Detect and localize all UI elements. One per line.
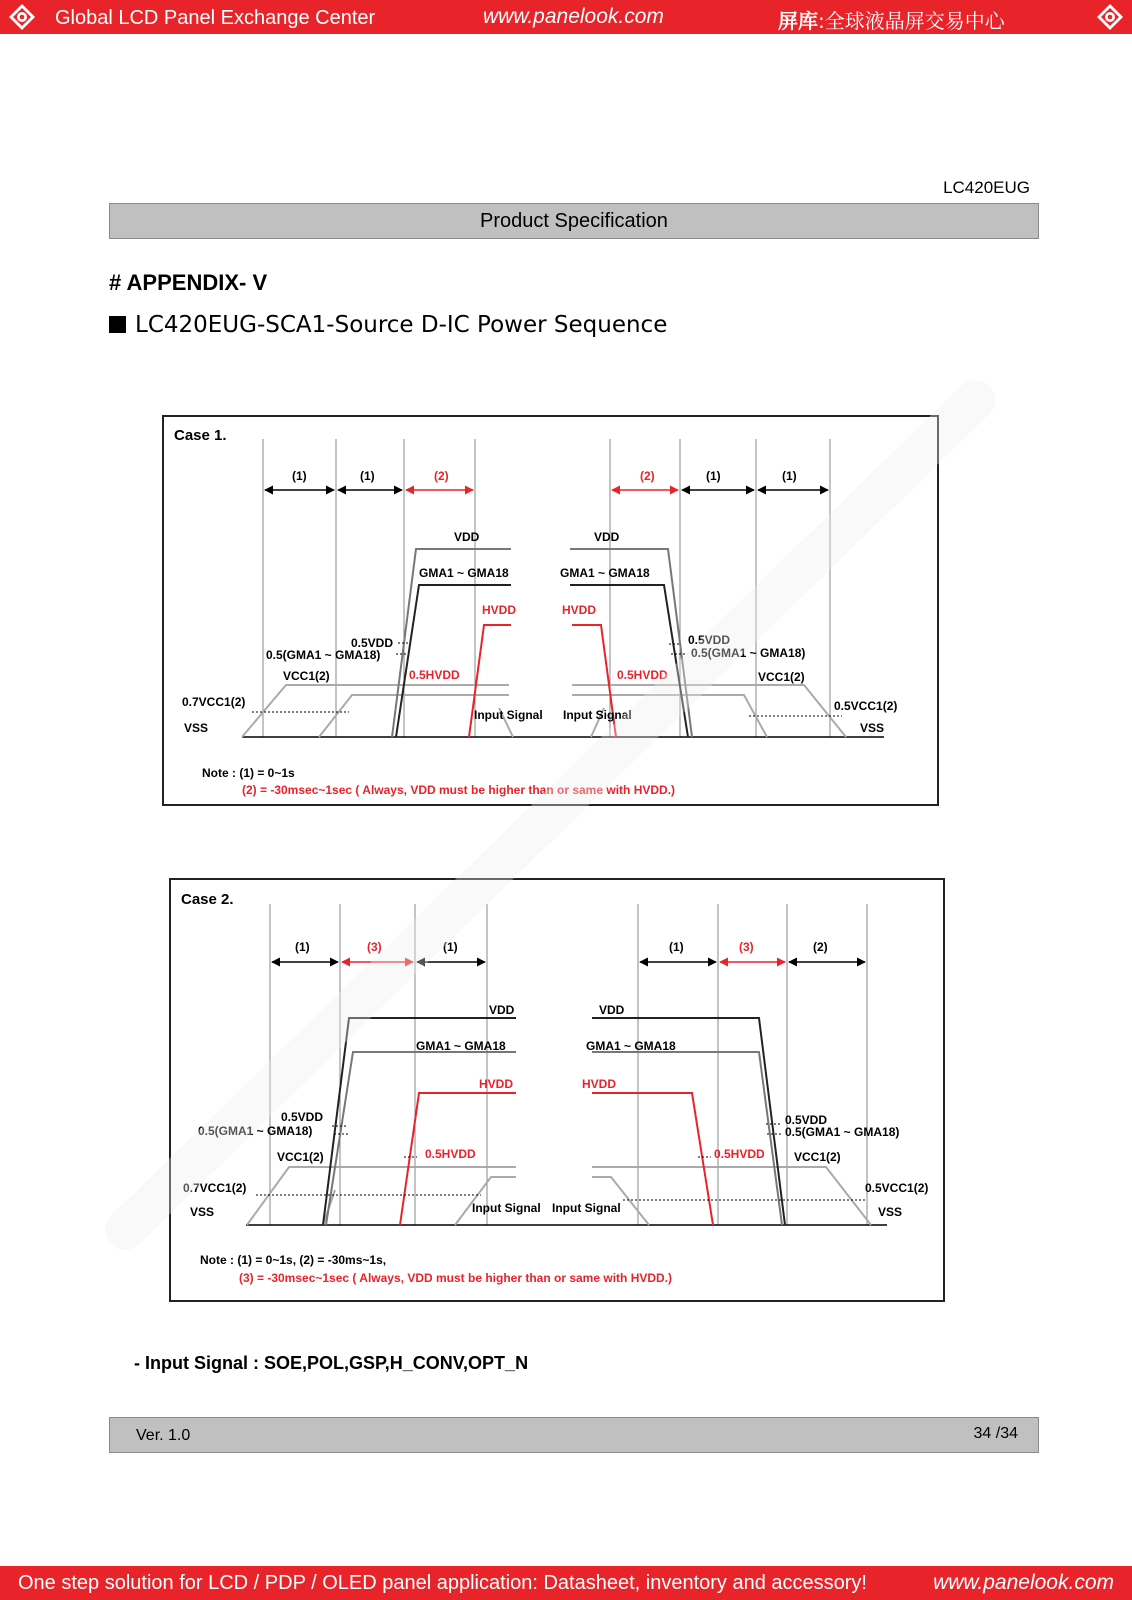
case1-title: Case 1. <box>174 427 227 444</box>
page-number: 34 /34 <box>973 1425 1018 1442</box>
case2-vss-label: VSS <box>878 1205 903 1219</box>
bullet-square-icon <box>109 316 126 333</box>
case2-half-vdd-label: 0.5VDD <box>281 1110 324 1124</box>
case2-vss-label: VSS <box>190 1205 215 1219</box>
case1-gma-label: GMA1 ~ GMA18 <box>419 566 509 580</box>
case1-vss-label: VSS <box>860 721 885 735</box>
case1-vcc-threshold-label: 0.7VCC1(2) <box>182 695 246 709</box>
spec-title: Product Specification <box>480 210 668 232</box>
case2-interval-label: (1) <box>295 940 310 954</box>
case1-note: (2) = -30msec~1sec ( Always, VDD must be higher than or same with HVDD.) <box>242 783 676 797</box>
case2-hvdd-label: HVDD <box>479 1077 514 1091</box>
case1-half-vdd-label: 0.5VDD <box>351 636 394 650</box>
case2-vdd-label: VDD <box>489 1003 515 1017</box>
case1-interval-label: (1) <box>782 469 797 483</box>
case2-half-gma-label: 0.5(GMA1 ~ GMA18) <box>198 1124 313 1138</box>
case2-half-vdd-label: 0.5VDD <box>785 1113 828 1127</box>
case1-half-vdd-label: 0.5VDD <box>688 633 731 647</box>
case2-timing-diagram <box>169 878 945 1302</box>
input-signal-note: - Input Signal : SOE,POL,GSP,H_CONV,OPT_N <box>134 1353 529 1373</box>
site-title: Global LCD Panel Exchange Center <box>55 7 376 29</box>
case1-gma-label: GMA1 ~ GMA18 <box>560 566 650 580</box>
case2-interval-label: (1) <box>443 940 458 954</box>
case1-interval-label: (1) <box>706 469 721 483</box>
spec-title-bar <box>109 203 1039 239</box>
case2-title: Case 2. <box>181 891 234 908</box>
case1-interval-label: (1) <box>360 469 375 483</box>
case2-interval-label: (3) <box>367 940 382 954</box>
cn-brand: 屏库 <box>778 9 818 33</box>
case2-half-gma-label: 0.5(GMA1 ~ GMA18) <box>785 1125 900 1139</box>
case1-vdd-label: VDD <box>594 530 620 544</box>
case1-timing-diagram <box>162 415 939 806</box>
case2-half-hvdd-label: 0.5HVDD <box>714 1147 765 1161</box>
site-url-link[interactable]: www.panelook.com <box>483 5 664 28</box>
case2-gma-label: GMA1 ~ GMA18 <box>586 1039 676 1053</box>
case1-interval-label: (2) <box>434 469 449 483</box>
case1-interval-label: (2) <box>640 469 655 483</box>
case2-vdd-label: VDD <box>599 1003 625 1017</box>
top-banner <box>0 0 1132 34</box>
case1-half-hvdd-label: 0.5HVDD <box>409 668 460 682</box>
case2-input-signal-label: Input Signal <box>472 1201 541 1215</box>
case1-vcc-label: VCC1(2) <box>283 669 330 683</box>
case1-half-hvdd-label: 0.5HVDD <box>617 668 668 682</box>
footer-site-link[interactable]: www.panelook.com <box>933 1571 1114 1594</box>
case1-input-signal-label: Input Signal <box>563 708 632 722</box>
case1-vdd-label: VDD <box>454 530 480 544</box>
case1-hvdd-label: HVDD <box>482 603 517 617</box>
case2-vcc-threshold-label: 0.7VCC1(2) <box>183 1181 247 1195</box>
cn-tagline <box>778 5 1005 34</box>
case1-input-signal-label: Input Signal <box>474 708 543 722</box>
case2-interval-label: (1) <box>669 940 684 954</box>
case2-vcc-threshold-label: 0.5VCC1(2) <box>865 1181 929 1195</box>
case1-half-gma-label: 0.5(GMA1 ~ GMA18) <box>691 646 806 660</box>
slogan-text: One step solution for LCD / PDP / OLED panel application: Datasheet, inventory and accessory! <box>18 1572 867 1594</box>
case1-note: Note : (1) = 0~1s <box>202 766 295 780</box>
case1-vcc-threshold-label: 0.5VCC1(2) <box>834 699 898 713</box>
case2-input-signal-label: Input Signal <box>552 1201 621 1215</box>
panelook-logo-icon <box>8 3 36 31</box>
case2-vcc-label: VCC1(2) <box>277 1150 324 1164</box>
case2-gma-label: GMA1 ~ GMA18 <box>416 1039 506 1053</box>
case2-vcc-label: VCC1(2) <box>794 1150 841 1164</box>
case2-note: (3) = -30msec~1sec ( Always, VDD must be higher than or same with HVDD.) <box>239 1271 673 1285</box>
appendix-heading: # APPENDIX- V <box>109 270 268 295</box>
model-number: LC420EUG <box>943 178 1030 197</box>
case2-half-hvdd-label: 0.5HVDD <box>425 1147 476 1161</box>
case1-vcc-label: VCC1(2) <box>758 670 805 684</box>
version-label: Ver. 1.0 <box>136 1427 191 1444</box>
footer-bar <box>109 1417 1039 1453</box>
cn-tagline-text: :全球液晶屏交易中心 <box>818 9 1005 33</box>
panelook-logo-icon <box>1096 3 1124 31</box>
bottom-banner <box>0 1566 1132 1600</box>
case2-note: Note : (1) = 0~1s, (2) = -30ms~1s, <box>200 1253 387 1267</box>
case1-hvdd-label: HVDD <box>562 603 597 617</box>
case2-interval-label: (3) <box>739 940 754 954</box>
case2-interval-label: (2) <box>813 940 828 954</box>
case1-vss-label: VSS <box>184 721 209 735</box>
case1-interval-label: (1) <box>292 469 307 483</box>
section-heading <box>109 312 667 338</box>
case2-hvdd-label: HVDD <box>582 1077 617 1091</box>
case1-half-gma-label: 0.5(GMA1 ~ GMA18) <box>266 648 381 662</box>
section-title: LC420EUG-SCA1-Source D-IC Power Sequence <box>135 312 668 338</box>
